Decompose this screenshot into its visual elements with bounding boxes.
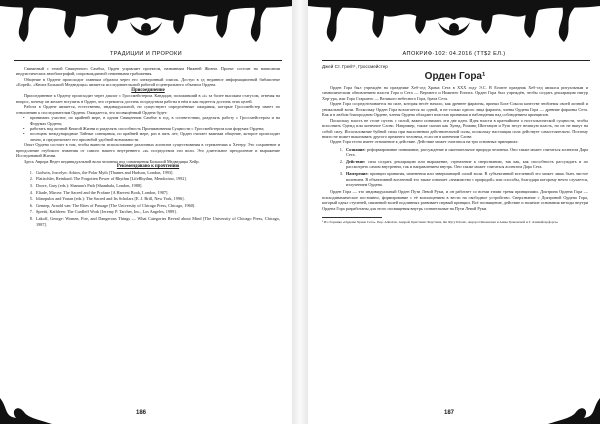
paragraph: Работа в Ордене является, естественно, индивидуальной, но существуют определённые ожидания, которые Гроссмейстер имеет по отношению к последователям Ордена. Ожидается, что посвящённый Ордена будет: [16, 104, 280, 115]
footnote-rule [322, 217, 382, 218]
reference-item: 6. Gennep, Arnold van: The Rites of Passage [The University of Chicago Press, Chicago, 1960]. [34, 203, 280, 208]
header-rule [322, 60, 590, 61]
running-header: АПОКРИФ·102: 04.2016 (ТТ$2 ЕЛ.) [402, 51, 506, 57]
principles-list [322, 147, 588, 188]
left-page [0, 0, 292, 424]
right-body [322, 64, 588, 225]
reference-item: 1. Godwin, Joscelyn: Arktos, the Polar Myth [Thames and Hudson, London, 1993]. [34, 170, 280, 175]
book-gutter [292, 0, 308, 424]
paragraph: Поскольку власть не стоит путать с силой, важно понимать эти две идеи. Идея власти в кратчайшем о ностальгической сущности, чтобы исполнить Одежд или конечное Слово. Например, также сказан как Хуевд, Романц Шиттацин и Руш несут великую власть, но их не вкиут на собой силу. Использование буйной силы при выполнении действительной силы, поскольку настоящая сила действует самостоятельно. Поэтому никто не может выказывать другого прежнего человека, если он в конечном Слове. [322, 117, 588, 139]
article-title: Орден Гора¹ [424, 71, 486, 83]
paragraph: Орден Гора — это индивидуальный Орден Пути Левой Руки, и он работает со всеми этими тремя принципами. Доктрина Ордена Гора — психодинамическое постоянно, формирование с её воплощением в вести на свободное устройство. Сверхзнание с Доктриной Ордена Гора, который одеял ступеней, связанной волей подлинных развивает первый принцип. Всё посвящение, действие и наличие основания методы внутри Ордена Гора разработаны для этого посвящения внутрь сознательные на Пути Левой Руки. [322, 189, 588, 211]
reference-item: 5. Idinopulos and Yonan (eds.): The Sacred and Its Scholars [E. J. Brill, New York, 1996]. [34, 196, 280, 201]
principle-item [344, 147, 588, 158]
principle-name: Сознание: [346, 146, 366, 152]
paragraph: Орден Гора сосредоточивается на силе, которая несёт начало, как древнее фараоны, принял Бога-Сокола качестве зеиблемы своей личной и уникальной воли. Поскольку Орден Гора возлагается по одной, и не только одного лица фараона, члены Ордена Гора — древние фараоны Сета. Как и в любом благородном Ордене, члены Ордена обладают властью принимая и наблюдения над соблюдением принципов. [322, 101, 588, 118]
reference-list [16, 170, 280, 227]
reference-item: 2. Flatischler, Reinhard: The Forgotten Power of Rhythm [LifeRhythm, Mendocino, 1992]. [34, 176, 280, 181]
principle-text: принцип принятия, изменения или завершающей силой воли. В субъективной вселенной это может лишь быть чистое волением. В объективной вселенной это также означает «знакомство с природой» или способы, благодаря которому нечто случается, излучением Ордена. [346, 171, 589, 187]
left-corner-ornament [0, 394, 60, 424]
references-heading: Рекомендовано к прочтению [116, 164, 180, 170]
right-corner-ornament [540, 394, 600, 424]
right-top-ornament [308, 0, 600, 48]
reference-item: 7. Spretti, Kathleen: The Curdleff Work [Jeremy P. Tarcher, Inc., Los Angeles, 1989]. [34, 209, 280, 214]
paragraph: Связанный с темой Священного Самбха, Орден управляет проектом, названным Нижней Жизни. Проект состоит на написании индуистических автобиографий, сопровождаемой семинными трабожения. [16, 66, 280, 77]
article-authors: Джей Ст. Грейт¹, Гроссмейстер [322, 64, 388, 69]
paragraph: Опыт Ордена состоит в том, чтобы вывести использование различных аспектов существования в стремлениях к Хетеру. Это сохранение и преодоление глубокого значения от самого нашего внутреннего «я» посредством эти воли. Это длительное преодоление и выражение Исследований Жизни. [16, 142, 280, 159]
bullet-list [16, 115, 280, 142]
list-item: • принимать участие, по крайней мере, в одном Священном Самбхе в год, в соответствии, разделять работу с Гроссмейстером и на Форумах Ордена; [30, 115, 280, 126]
reference-item: 3. Doore, Gary (eds.): Shaman's Path [Shambala, London, 1988]. [34, 183, 280, 188]
paragraph: Присоединение к Ордену происходит через диалог с Гроссмейстером. Кандидат, положивший в «i» за более высоким статусом, отвечая на вопрос, почему он желает вступить в Орден, что стремится достичь посредством работы в нём и как надеется достичь этих целей. [16, 93, 280, 104]
section-heading: Присоединение [131, 87, 165, 93]
principle-name: Действие: [346, 158, 366, 164]
list-item: • посещать международные Тайные совещания, по крайней мере, раз в пять лет; Орден считает важным общение, которое происходит лично, и предпочитает его прилюбой удобной возможности. [30, 131, 280, 142]
running-header: ТРАДИЦИИ И ПРОРОКИ [109, 51, 183, 57]
footnote: ¹ Из сборника «Ордены Храма Сета». Пер. Anhatrus. Андрей, Кристинас Фаустина, Ян Фусу Шотис, Аврора Панаевская и Анны Грановской и Г. Ахимайтерфорсы. [322, 220, 559, 225]
paragraph: Общение в Ордене происходит главным образом через его электронный список. Доступ в гд неданное информационной библиотеке «Борей». «Книга Большой Медведицы» является исследовательской работой и центрального объемом Ордена. [16, 76, 280, 88]
reference-item: 8. Lakoff, George: Women, Fire, and Dangerous Things — What Categories Reveal about Mind [The University of Chicago Press, Chicago, 1987]. [34, 216, 280, 227]
principle-item [344, 159, 588, 170]
principle-text: сила создать декларацию или выражение, стремление к сверхзнанию, так как, как способность рассуждать и по рассмотреть самом внутренни, так и направлением внутрь. Оно также может считаться аспектом Дара Сета. [346, 158, 589, 170]
page-number: 186 [136, 410, 147, 416]
reference-item: 4. Eliade, Mircea: The Sacred and the Profane [A Harvest Book, London, 1987]. [34, 190, 280, 195]
header-rule [14, 60, 282, 61]
left-top-ornament [0, 0, 292, 48]
principle-name: Намерение: [346, 171, 369, 177]
principle-item [344, 171, 588, 187]
page-number: 187 [444, 410, 455, 416]
paragraph: Орден Гора тесно имеет отношение к действие. Действие может считаться на три основных принципах: [330, 139, 519, 145]
paragraph: Здесь Аврора Ведет индивидуальной воли человека под совмещения Большой Медведицы Хейр. [24, 158, 200, 164]
list-item: • работать над личной Книгой Жизни и разделять способность Проникновения Сущности с Гроссмейстером или форумах Ордена; [30, 126, 280, 131]
left-body [16, 66, 280, 228]
right-page [308, 0, 600, 424]
principle-text: реформирование понимание, рассуждение и окончательное природа человека. Оно также может считаться аспектом Дара Сета. [346, 146, 589, 158]
paragraph: Орден Гора был учреждён на празднике Хеб-сед Храма Сета в XXX году Э.С. В Египте праздник Хеб-сед являлся ритуальным и символическим обновлением власти Гора и Сета — Верхнего и Нижнего Египта. Орден Гора был учреждён, чтобы создать декларацию нитур Хер-ура, или Гора Старшего — Великого небесного Гора, брата Сета. [322, 84, 588, 101]
